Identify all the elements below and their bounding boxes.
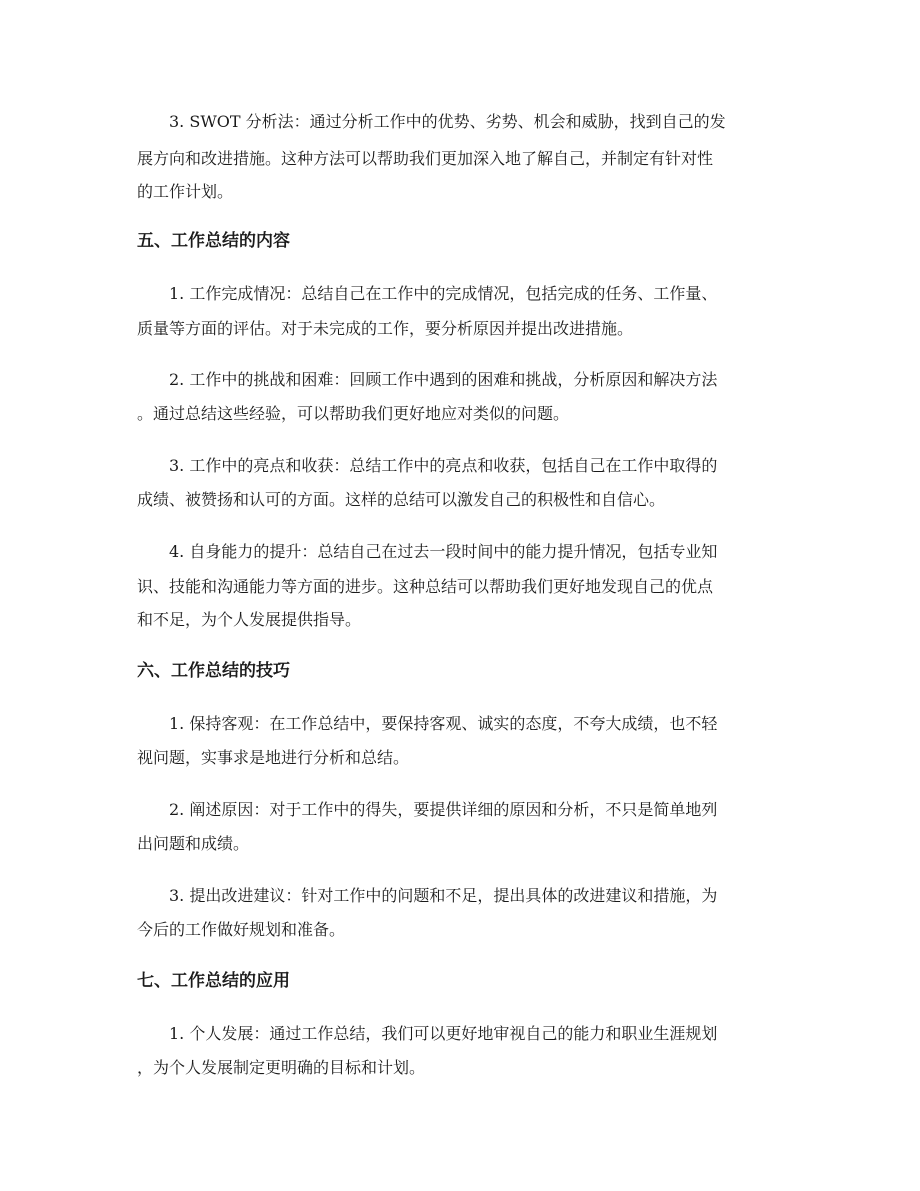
paragraph-line: 3. SWOT 分析法：通过分析工作中的优势、劣势、机会和威胁，找到自己的发 bbox=[169, 112, 726, 131]
paragraph-line: 的工作计划。 bbox=[137, 182, 234, 201]
paragraph-line: 3. 工作中的亮点和收获：总结工作中的亮点和收获，包括自己在工作中取得的 bbox=[169, 456, 718, 475]
paragraph-line: 成绩、被赞扬和认可的方面。这样的总结可以激发自己的积极性和自信心。 bbox=[137, 490, 666, 509]
paragraph-line: 2. 工作中的挑战和困难：回顾工作中遇到的困难和挑战，分析原因和解决方法 bbox=[169, 370, 718, 389]
paragraph-line: 1. 个人发展：通过工作总结，我们可以更好地审视自己的能力和职业生涯规划 bbox=[169, 1024, 718, 1043]
paragraph-line: 。通过总结这些经验，可以帮助我们更好地应对类似的问题。 bbox=[137, 404, 570, 423]
paragraph-line: 3. 提出改进建议：针对工作中的问题和不足，提出具体的改进建议和措施，为 bbox=[169, 886, 718, 905]
paragraph-line: 今后的工作做好规划和准备。 bbox=[137, 920, 346, 939]
section-heading: 六、工作总结的技巧 bbox=[137, 661, 290, 681]
paragraph-line: 2. 阐述原因：对于工作中的得失，要提供详细的原因和分析，不只是简单地列 bbox=[169, 800, 718, 819]
paragraph-line: ，为个人发展制定更明确的目标和计划。 bbox=[137, 1058, 426, 1077]
section-heading: 五、工作总结的内容 bbox=[137, 231, 290, 251]
paragraph-line: 4. 自身能力的提升：总结自己在过去一段时间中的能力提升情况，包括专业知 bbox=[169, 542, 718, 561]
paragraph-line: 和不足，为个人发展提供指导。 bbox=[137, 610, 362, 629]
paragraph-line: 质量等方面的评估。对于未完成的工作，要分析原因并提出改进措施。 bbox=[137, 319, 634, 338]
paragraph-line: 1. 保持客观：在工作总结中，要保持客观、诚实的态度，不夸大成绩，也不轻 bbox=[169, 714, 718, 733]
paragraph-line: 视问题，实事求是地进行分析和总结。 bbox=[137, 748, 410, 767]
paragraph-line: 展方向和改进措施。这种方法可以帮助我们更加深入地了解自己，并制定有针对性 bbox=[137, 149, 714, 168]
paragraph-line: 识、技能和沟通能力等方面的进步。这种总结可以帮助我们更好地发现自己的优点 bbox=[137, 577, 714, 596]
paragraph-line: 1. 工作完成情况：总结自己在工作中的完成情况，包括完成的任务、工作量、 bbox=[169, 284, 718, 303]
paragraph-line: 出问题和成绩。 bbox=[137, 834, 250, 853]
section-heading: 七、工作总结的应用 bbox=[137, 971, 290, 991]
